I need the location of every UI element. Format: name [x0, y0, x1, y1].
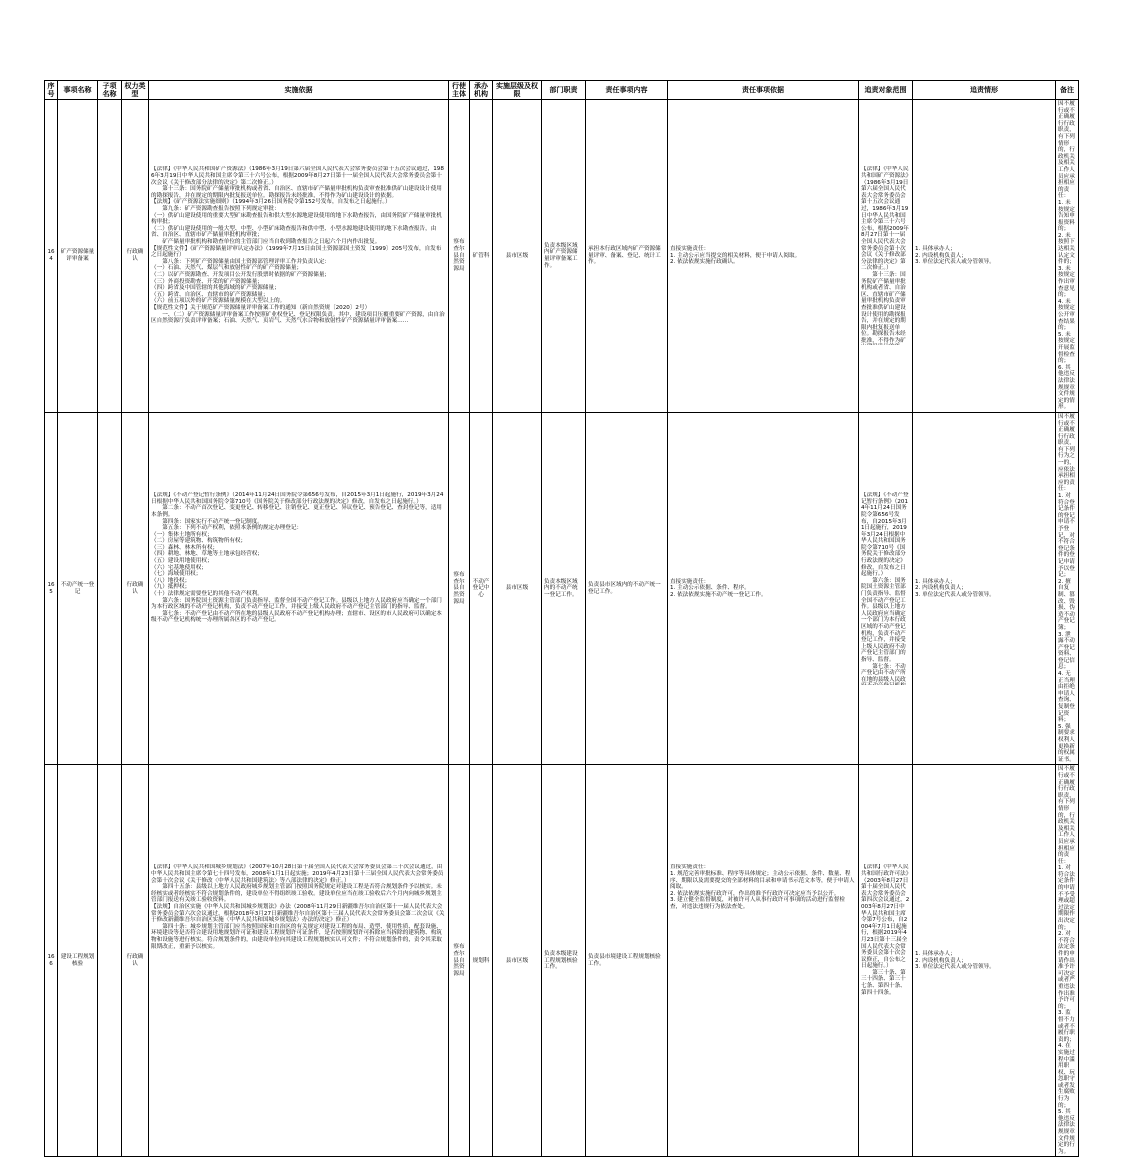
cell-content: 直接实施责任： 1. 主动公示应当提交的相关材料，便于申请人阅取。 2. 依法依规实施行政确认。 — [668, 100, 859, 413]
col-header-office: 承办机构 — [470, 81, 493, 100]
col-header-basis: 实施依据 — [149, 81, 449, 100]
col-header-type: 权力类型 — [122, 81, 149, 100]
cell-sub — [98, 100, 122, 413]
cell-scope: 负责本级区域内矿产资源储量评审备案工作。 — [542, 100, 586, 413]
col-header-content: 责任事项内容 — [586, 81, 668, 100]
cell-no: 166 — [45, 765, 58, 1157]
cell-duty: 负责县市境建设工程规划核验工作。 — [586, 765, 668, 1157]
cell-situations: 因不履行或不正确履行行政职责，有下列行为之一的，应依法承担相应的责任： 1. 对符合登记条件的登记申请不予登记，对不符合登记条件的登记申请予以登记； 2. 擅自复制、篡改、毁损、伪造不动产登记簿； 3. 泄露不动产登记资料、登记信息； 4. 无正当理由拒绝申请人查询、复制登记资料； 5. 强制要求权利人更换新的权属证书。 — [1056, 412, 1079, 764]
cell-scope: 负责本级区域内的不动产统一登记工作。 — [542, 412, 586, 764]
table-row — [45, 412, 1079, 764]
cell-duty: 负责县市区域内的不动产统一登记工作。 — [586, 412, 668, 764]
cell-sub — [98, 765, 122, 1157]
cell-duty: 承担本行政区域内矿产资源储量评审、备案、登记、统计工作。 — [586, 100, 668, 413]
cell-level: 县市区级 — [493, 412, 542, 764]
col-header-level: 实施层级及权限 — [493, 81, 542, 100]
cell-situations: 因不履行或不正确履行行政职责，有下列情形的，行政机关及相关工作人员应承担相应的责任： 1. 对符合法定条件的申请不予受理或超过法定期限作出决定的； 2. 对不符合法定条件的申请作出准予许可决定或者严重违法作出准予许可的； 3. 监督不力或者不履行职责的； 4. 在实施过程中滥用职权、玩忽职守或者发生腐败行为的； 5. 其他违反法律法规规章文件规定的行为。 — [1056, 765, 1079, 1157]
col-header-targets: 追责对象范围 — [859, 81, 913, 100]
cell-dutybasis — [859, 412, 913, 764]
col-header-dutybasis: 责任事项依据 — [668, 81, 859, 100]
cell-type: 行政确认 — [122, 100, 149, 413]
cell-office: 规划科 — [470, 765, 493, 1157]
cell-content — [668, 765, 859, 1157]
col-header-situations: 追责情形 — [913, 81, 1056, 100]
cell-level: 县市区级 — [493, 765, 542, 1157]
basis-text: 【法规】《不动产登记暂行条例》（2014年11月24日国务院令第656号发布，自2015年3月1日起施行，2019年3月24日根据中华人民共和国国务院令第710号《国务院关于修改部分行政法规的决定》修改，自发布之日起施行。） 第二条：不动产首次登记、变更登记、转移登记、注销登记、更正登记、异议登记、预告登记、查封登记等，适用本条例。 第四条：国家实行不动产统一登记制度。 第五条：下列不动产权利，依照本条例的规定办理登记： （一）集体土地所有权； （二）房屋等建筑物、构筑物所有权； （三）森林、林木所有权； （四）耕地、林地、草地等土地承包经营权； （五）建设用地使用权； （六）宅基地使用权； （七）海域使用权； （八）地役权； （九）抵押权； （十）法律规定需要登记的其他不动产权利。 第六条：国务院国土资源主管部门负责指导、监督全国不动产登记工作。县级以上地方人民政府应当确定一个部门为本行政区域的不动产登记机构，负责不动产登记工作，并接受上级人民政府不动产登记主管部门的指导、监督。 第七条：不动产登记由不动产所在地的县级人民政府不动产登记机构办理；直辖市、设区的市人民政府可以确定本级不动产登记机构统一办理所属各区的不动产登记。 — [151, 492, 444, 624]
col-header-note: 备注 — [1056, 81, 1079, 100]
basis-text: 【法律】《中华人民共和国城乡规划法》（2007年10月28日第十届全国人民代表大会常务委员会第三十次会议通过，由中华人民共和国主席令第七十四号发布，2008年1月1日起实施；2019年4月23日第十三届全国人民代表大会常务委员会第十次会议《关于修改〈中华人民共和国建筑法〉等八部法律的决定》修正。） 第四十五条：县级以上地方人民政府城乡规划主管部门按照国务院规定对建设工程是否符合规划条件予以核实。未经核实或者经核实不符合规划条件的，建设单位不得组织竣工验收。建设单位应当在竣工验收后六个月内向城乡规划主管部门报送有关竣工验收资料。 【法规】自治区实施《中华人民共和国城乡规划法》办法（2008年11月29日新疆维吾尔自治区第十一届人民代表大会常务委员会第六次会议通过，根据2018年3月27日新疆维吾尔自治区第十三届人民代表大会常务委员会第二次会议《关于修改新疆维吾尔自治区实施〈中华人民共和国城乡规划法〉办法的决定》修正） 第四十条：城乡规划主管部门应当按照国家和自治区的有关规定对建设工程的布局、造型、使用性质、配套设施、环境建设等是否符合建设用地规划许可证和建设工程规划许可证条件，是否按照规划许可拆除应当拆除的建筑物、构筑物和设施等进行核实。符合规划条件的，由建设单位向其建设工程规划核实认可文件；不符合规划条件的，责令其采取限期改正，重新予以核实。 — [151, 864, 445, 950]
col-header-no: 序号 — [45, 81, 58, 100]
cell-dutybasis — [859, 100, 913, 413]
cell-dutybasis — [859, 765, 913, 1157]
cell-no: 165 — [45, 412, 58, 764]
content-text: 直接实施责任： 1. 规范完善审批标准、程序等具体规定；主动公示依据、条件、数量、程序、期限以及需要提交的全部材料的目录和申请书示范文本等，便于申请人阅取。 2. 依法依规实施行政许可，作出的准予行政许可决定应当予以公开。 3. 建立健全监督制度，对被许可人从事行政许可事项的活动进行监督检查，对违法违规行为依法查处。 — [670, 864, 855, 910]
cell-office: 矿管科 — [470, 100, 493, 413]
cell-content: 直接实施责任： 1. 主动公示依据、条件、程序。 2. 依法依规实施不动产统一登记工作。 — [668, 412, 859, 764]
cell-basis — [149, 100, 449, 413]
col-header-sub: 子项名称 — [98, 81, 122, 100]
basis-text: 【法律】《中华人民共和国矿产资源法》（1986年3月19日第六届全国人民代表大会常务委员会第十五次会议通过，1986年3月19日中华人民共和国主席令第三十六号公布，根据2009年8月27日第十一届全国人民代表大会常务委员会第十次会议《关于修改部分法律的决定》第二次修正。） 第十三条：国务院矿产储量审批机构或者省、自治区、直辖市矿产储量审批机构负责审查批准供矿山建设设计使用的勘探报告，并在规定的期限内批复报送单位。勘探报告未经批准，不得作为矿山建设设计的依据。 【法规】《矿产资源法实施细则》（1994年3月26日国务院令第152号发布，自发布之日起施行。） 第九条：矿产资源勘查报告按照下列规定审批： （一）供矿山建设使用的重要大型矿床勘查报告和供大型水源地建设使用的地下水勘查报告，由国务院矿产储量审批机构审批； （二）供矿山建设使用的一般大型、中型、小型矿床勘查报告和供中型、小型水源地建设使用的地下水勘查报告，由省、自治区、直辖市矿产储量审批机构审批； 矿产储量审批机构和勘查单位的主管部门应当自收到勘查报告之日起六个月内作出批复。 【规范性文件】《矿产资源储量评审认定办法》（1999年7月15日由国土资源部国土资发〔1999〕205号发布，自发布之日起施行） 第八条：下列矿产资源储量由国土资源部管理评审工作并负责认定： （一）石油、天然气、煤层气和放射性矿产的矿产资源储量； （二）以矿产资源勘查、开发项目公开发行股票时依据的矿产资源储量； （三）外商投资勘查、开采的矿产资源储量； （四）跨省及中国管辖的其他海域的矿产资源储量； （五）跨省、自治区、直辖市的矿产资源储量； （六）前五项以外的矿产资源储量规模在大型以上的。 【规范性文件】关于规范矿产资源储量评审备案工作的通知（新自然资规〔2020〕2号） 一、（二）矿产资源储量评审备案工作按照矿业权登记、登记权限负责。其中，建设项目压覆重要矿产资源，由自治区自然资源厅负责评审备案；石油、天然气、页岩气、天然气水合物和放射性矿产资源储量评审备案…… — [151, 166, 445, 325]
col-header-subject: 行使主体 — [449, 81, 470, 100]
cell-situations: 因不履行或不正确履行行政职责，有下列情形的，行政机关及相关工作人员应承担相应的责任： 1. 未按规定告知申报资料的； 2. 未按照下达相关认定文件的； 3. 未按规定作出审查意见的； 4. 未按规定公开审查结果的； 5. 未按规定开展监督检查的； 6. 其他违反法律法规规章文件规定的情形。 — [1056, 100, 1079, 413]
cell-subject: 察布查尔县自然资源局 — [449, 765, 470, 1157]
col-header-duty: 部门职责 — [542, 81, 586, 100]
cell-basis — [149, 765, 449, 1157]
cell-basis — [149, 412, 449, 764]
cell-subject: 察布查尔县自然资源局 — [449, 100, 470, 413]
cell-type: 行政确认 — [122, 765, 149, 1157]
duty-list-table — [44, 80, 1079, 1157]
cell-no: 164 — [45, 100, 58, 413]
cell-targets: 1. 具体承办人； 2. 内设机构负责人； 3. 单位法定代表人或分管领导。 — [913, 100, 1056, 413]
dutybasis-text: 【法律】《中华人民共和国矿产资源法》（1986年3月19日第六届全国人民代表大会常务委员会第十五次会议通过，1986年3月19日中华人民共和国主席令第三十六号公布，根据2009年8月27日第十一届全国人民代表大会常务委员会第十次会议《关于修改部分法律的决定》第二次修正。） 第十三条：国务院矿产储量审批机构或者省、自治区、直辖市矿产储量审批机构负责审查批准供矿山建设设计使用的勘探报告，并在规定的期限内批复报送单位。勘探报告未经批准，不得作为矿 — [861, 166, 909, 344]
cell-targets: 1. 具体承办人； 2. 内设机构负责人； 3. 单位法定代表人或分管领导。 — [913, 412, 1056, 764]
cell-sub — [98, 412, 122, 764]
col-header-name: 事项名称 — [58, 81, 98, 100]
table-row — [45, 765, 1079, 1157]
cell-level: 县市区级 — [493, 100, 542, 413]
cell-subject: 察布查尔县自然资源局 — [449, 412, 470, 764]
cell-name: 建设工程规划核验 — [58, 765, 98, 1157]
dutybasis-text: 【法律】《中华人民共和国行政许可法》（2003年8月27日第十届全国人民代表大会常务委员会第四次会议通过，2003年8月27日中华人民共和国主席令第7号公布，自2004年7月1日起施行，根据2019年4月23日第十三届全国人民代表大会常务委员会第十次会议修正，自公布之日起施行。） 第三十条、第三十四条、第三十七条、第四十条、第四十四条。 — [861, 864, 910, 996]
cell-type: 行政确认 — [122, 412, 149, 764]
cell-office: 不动产登记中心 — [470, 412, 493, 764]
cell-targets: 1. 具体承办人； 2. 内设机构负责人； 3. 单位法定代表人或分管领导。 — [913, 765, 1056, 1157]
table-row — [45, 100, 1079, 413]
table-header-row — [45, 81, 1079, 100]
cell-name: 不动产统一登记 — [58, 412, 98, 764]
cell-scope: 负责本级建设工程规划核验工作。 — [542, 765, 586, 1157]
cell-name: 矿产资源储量评审备案 — [58, 100, 98, 413]
dutybasis-text: 【法规】《不动产登记暂行条例》（2014年11月24日国务院令第656号发布，自2015年3月1日起施行，2019年3月24日根据中华人民共和国国务院令第710号《国务院关于修改部分行政法规的决定》修改，自发布之日起施行。） 第六条：国务院国土资源主管部门负责指导、监督全国不动产登记工作。县级以上地方人民政府应当确定一个部门为本行政区域的不动产登记机构，负责不动产登记工作，并接受上级人民政府不动产登记主管部门的指导、监督。 第七条：不动产登记由不动产所在地的县级人民政 — [861, 492, 909, 683]
